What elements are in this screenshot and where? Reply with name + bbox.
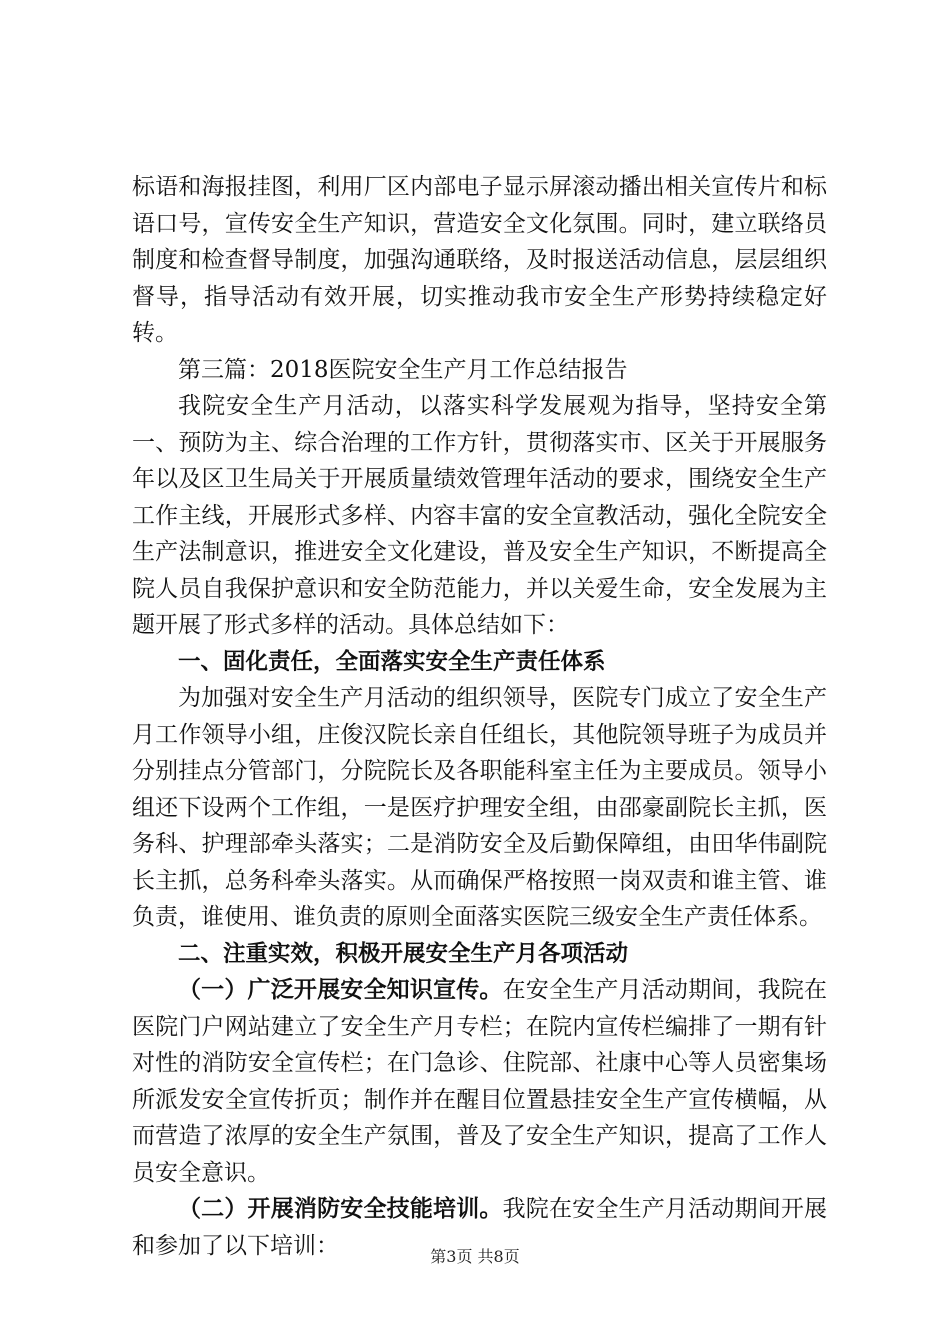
paragraph-publicity-body: 在安全生产月活动期间，我院在医院门户网站建立了安全生产月专栏；在院内宣传栏编排了一期有针对性的消防安全宣传栏；在门急诊、住院部、社康中心等人员密集场所派发安全宣传折页；制作并在醒目位置悬挂安全生产宣传横幅，从而营造了浓厚的安全生产氛围，普及了安全生产知识，提高了工作人员安全意识。 xyxy=(132,977,828,1186)
paragraph-continuation: 标语和海报挂图，利用厂区内部电子显示屏滚动播出相关宣传片和标语口号，宣传安全生产知识，营造安全文化氛围。同时，建立联络员制度和检查督导制度，加强沟通联络，及时报送活动信息，层层组织督导，指导活动有效开展，切实推动我市安全生产形势持续稳定好转。 xyxy=(132,174,827,346)
paragraph-training-lead: （二）开展消防安全技能培训。 xyxy=(178,1196,503,1222)
paragraph-publicity-lead: （一）广泛开展安全知识宣传。 xyxy=(178,977,503,1003)
section-title-part-three: 第三篇：2018医院安全生产月工作总结报告 xyxy=(178,356,628,383)
paragraph-publicity xyxy=(132,972,827,1191)
heading-one: 一、固化责任，全面落实安全生产责任体系 xyxy=(178,648,606,675)
paragraph-responsibility: 为加强对安全生产月活动的组织领导，医院专门成立了安全生产月工作领导小组，庄俊汉院长亲自任组长，其他院领导班子为成员并分别挂点分管部门，分院院长及各职能科室主任为主要成员。领导小组还下设两个工作组，一是医疗护理安全组，由邵豪副院长主抓，医务科、护理部牵头落实；二是消防安全及后勤保障组，由田华伟副院长主抓，总务科牵头落实。从而确保严格按照一岗双责和谁主管、谁负责，谁使用、谁负责的原则全面落实医院三级安全生产责任体系。 xyxy=(132,685,827,930)
page-number-footer: 第3页 共8页 xyxy=(430,1247,520,1266)
document-body xyxy=(132,169,827,1264)
heading-two: 二、注重实效，积极开展安全生产月各项活动 xyxy=(178,940,629,967)
paragraph-intro: 我院安全生产月活动，以落实科学发展观为指导，坚持安全第一、预防为主、综合治理的工作方针，贯彻落实市、区关于开展服务年以及区卫生局关于开展质量绩效管理年活动的要求，围绕安全生产工作主线，开展形式多样、内容丰富的安全宣教活动，强化全院安全生产法制意识，推进安全文化建设，普及安全生产知识，不断提高全院人员自我保护意识和安全防范能力，并以关爱生命，安全发展为主题开展了形式多样的活动。具体总结如下： xyxy=(132,393,827,638)
paragraph-training-body: 我院在安全生产月活动期间开展和参加了以下培训： xyxy=(132,1196,828,1259)
